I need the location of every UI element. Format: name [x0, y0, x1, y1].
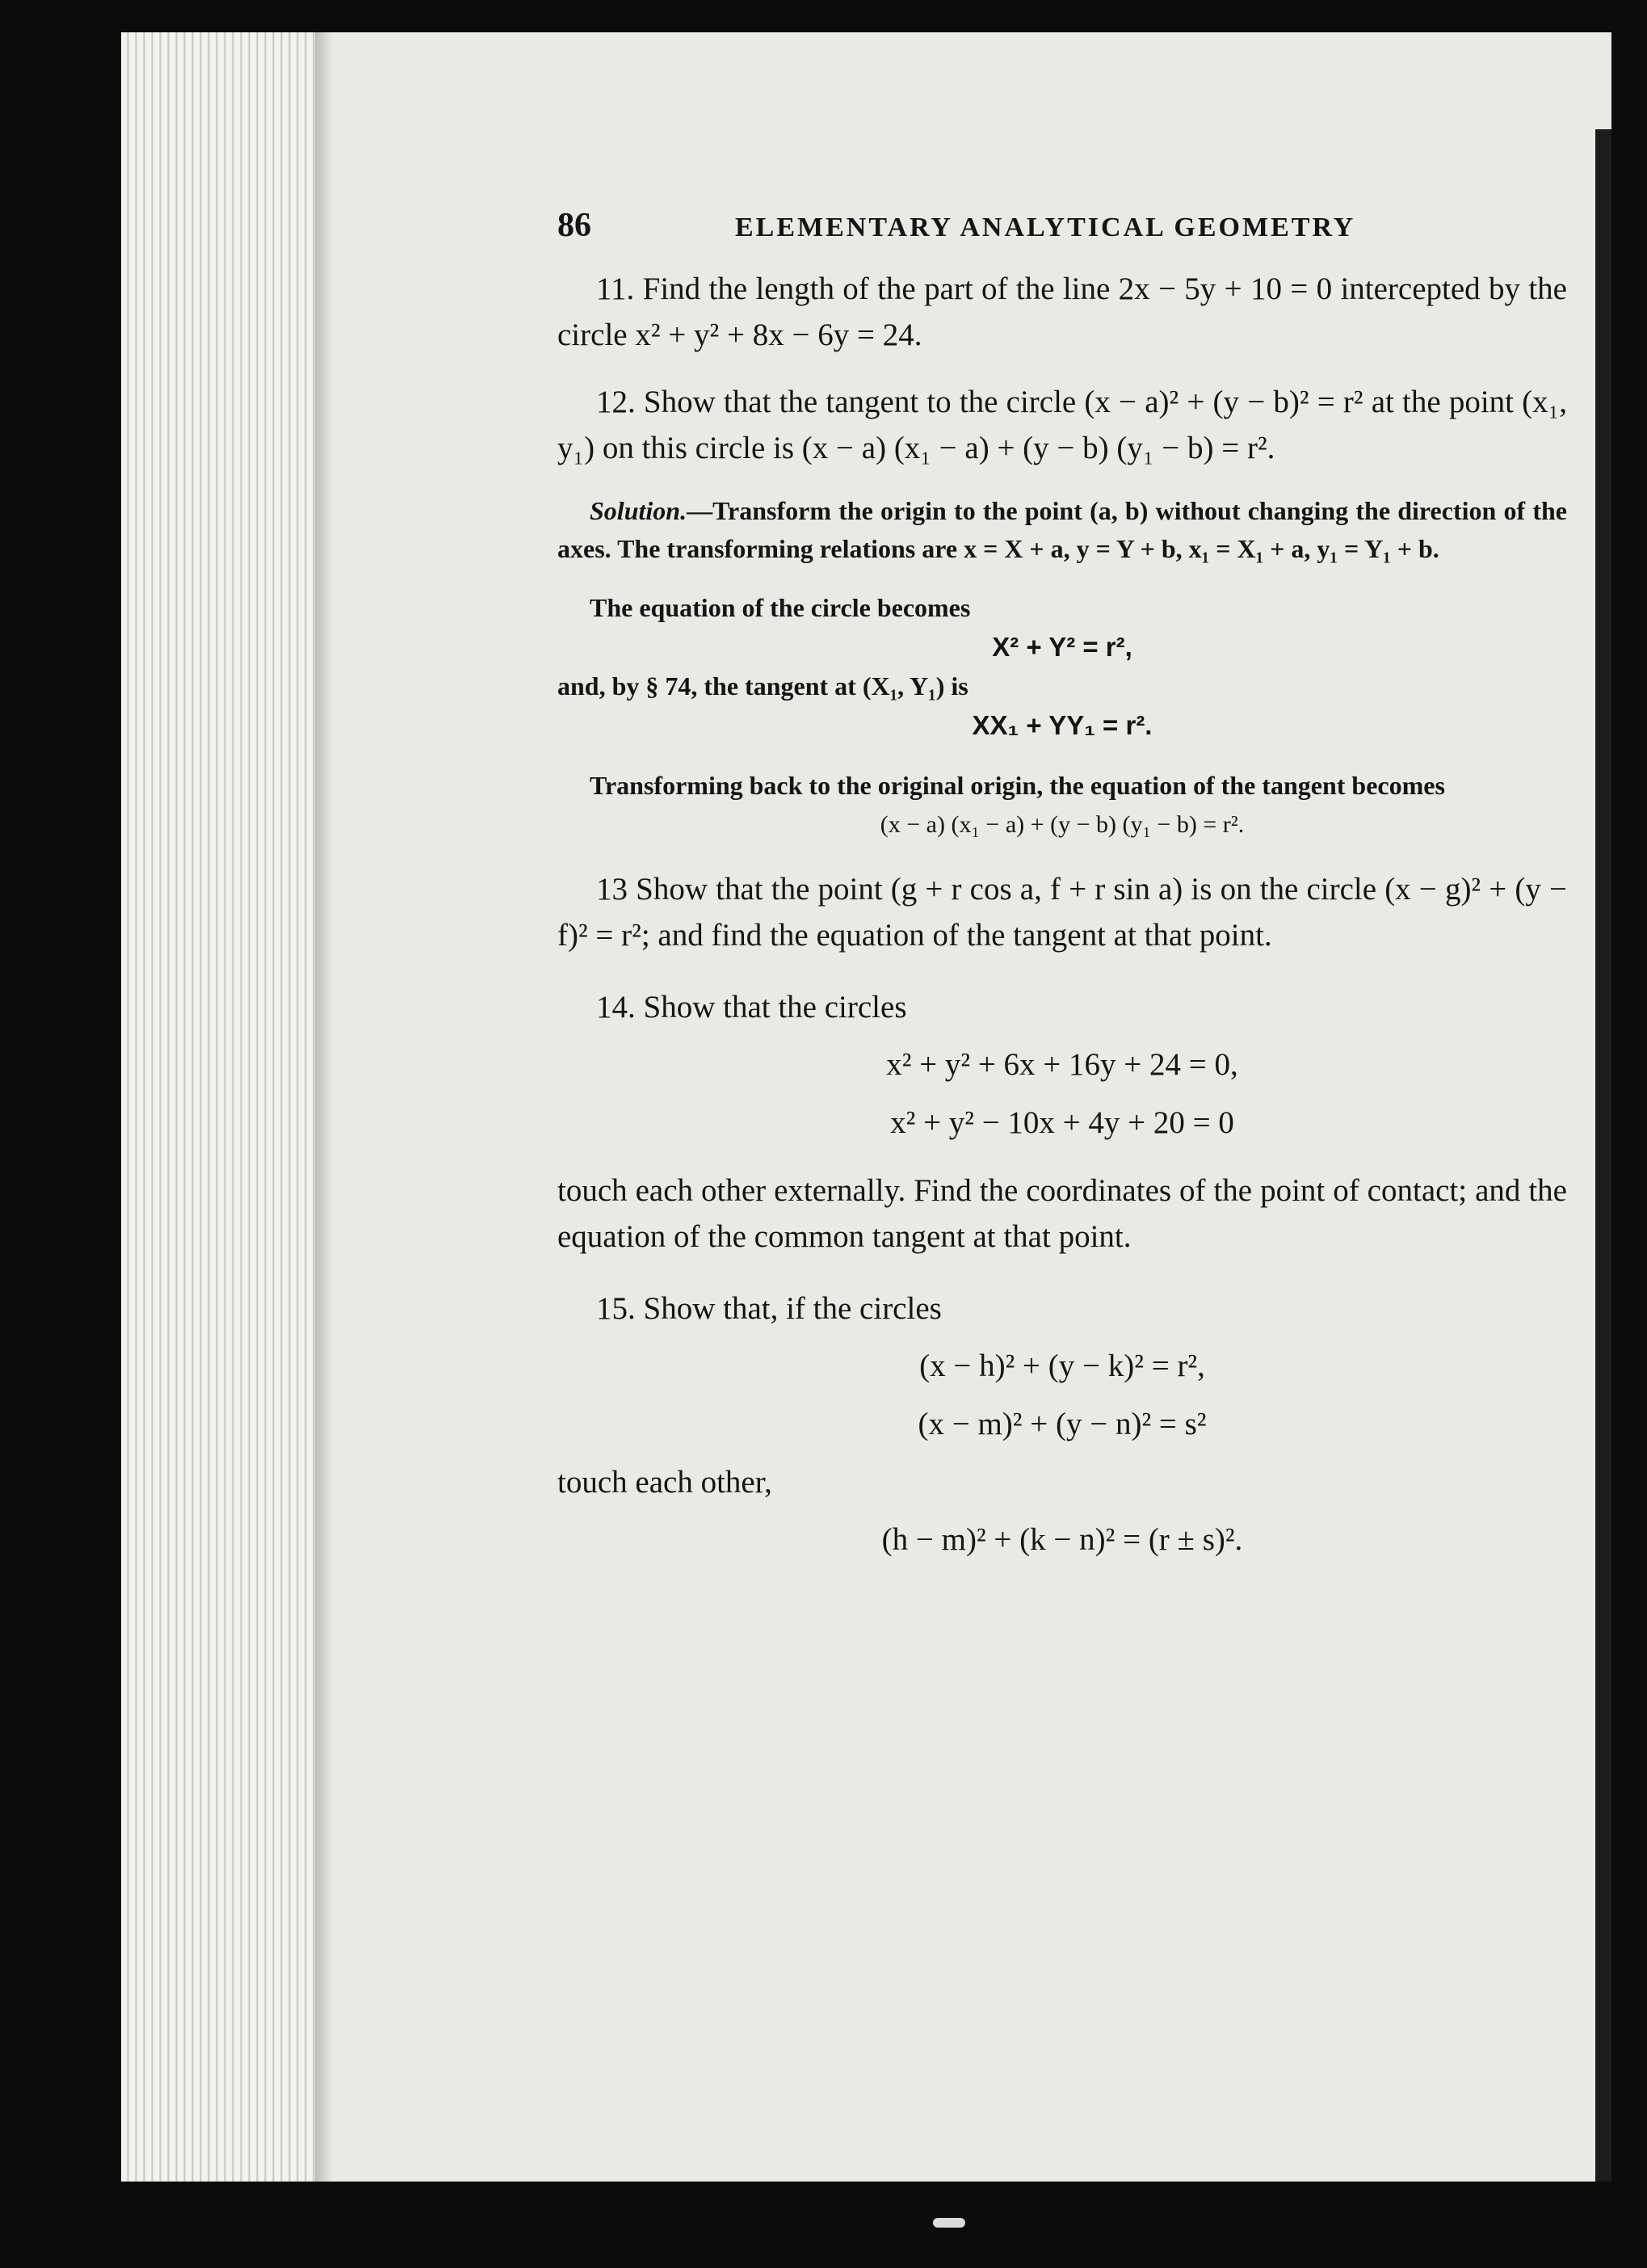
solution-paragraph — [557, 492, 1567, 568]
problem-15-equation-1: (x − h)² + (y − k)² = r², — [919, 1349, 1205, 1383]
by-74-text: and, by § 74, the tangent at (X₁, Y₁) is — [557, 671, 968, 701]
page-edges — [121, 32, 315, 2182]
solution-label: Solution. — [590, 496, 687, 525]
solution-text: —Transform the origin to the point (a, b) without changing the direction of the axes. The transforming relations are x = X + a, y = Y + b, x₁ = X₁ + a, y₁ = Y₁ + b. — [557, 496, 1567, 563]
equation-circle: X² + Y² = r², — [992, 632, 1132, 662]
equation-final: (x − a) (x₁ − a) + (y − b) (y₁ − b) = r². — [880, 811, 1245, 838]
page-content — [557, 206, 1567, 1563]
page-number: 86 — [557, 207, 591, 244]
equation-tangent: XX₁ + YY₁ = r². — [972, 710, 1153, 740]
transforming-back-text: Transforming back to the original origin, the equation of the tangent becomes — [590, 771, 1445, 800]
problem-15-intro: 15. Show that, if the circles — [596, 1291, 942, 1326]
problem-13: 13 Show that the point (g + r cos a, f + r sin a) is on the circle (x − g)² + (y − f)² = r²; and find the equation of the tangent at that point. — [557, 872, 1567, 953]
problem-14-equation-1: x² + y² + 6x + 16y + 24 = 0, — [886, 1047, 1238, 1082]
problem-14-intro: 14. Show that the circles — [596, 990, 907, 1025]
problem-12: 12. Show that the tangent to the circle (x − a)² + (y − b)² = r² at the point (x₁, y₁) on this circle is (x − a) (x₁ − a) + (y − b) (y₁ − b) = r². — [557, 385, 1567, 465]
binding-shadow — [1595, 129, 1611, 2182]
circle-becomes-text: The equation of the circle becomes — [590, 593, 971, 622]
problem-15-equation-2: (x − m)² + (y − n)² = s² — [918, 1407, 1207, 1441]
problem-14-rest: touch each other externally. Find the coordinates of the point of contact; and the equation of the common tangent at that point. — [557, 1173, 1567, 1254]
problem-14-equation-2: x² + y² − 10x + 4y + 20 = 0 — [890, 1105, 1234, 1140]
page-header — [557, 206, 1567, 255]
problem-15-equation-3: (h − m)² + (k − n)² = (r ± s)². — [881, 1522, 1243, 1557]
scan-mark — [933, 2218, 965, 2228]
running-title: ELEMENTARY ANALYTICAL GEOMETRY — [735, 212, 1356, 242]
problem-11: 11. Find the length of the part of the line 2x − 5y + 10 = 0 intercepted by the circle x² + y² + 8x − 6y = 24. — [557, 271, 1567, 352]
problem-15-middle: touch each other, — [557, 1465, 772, 1500]
